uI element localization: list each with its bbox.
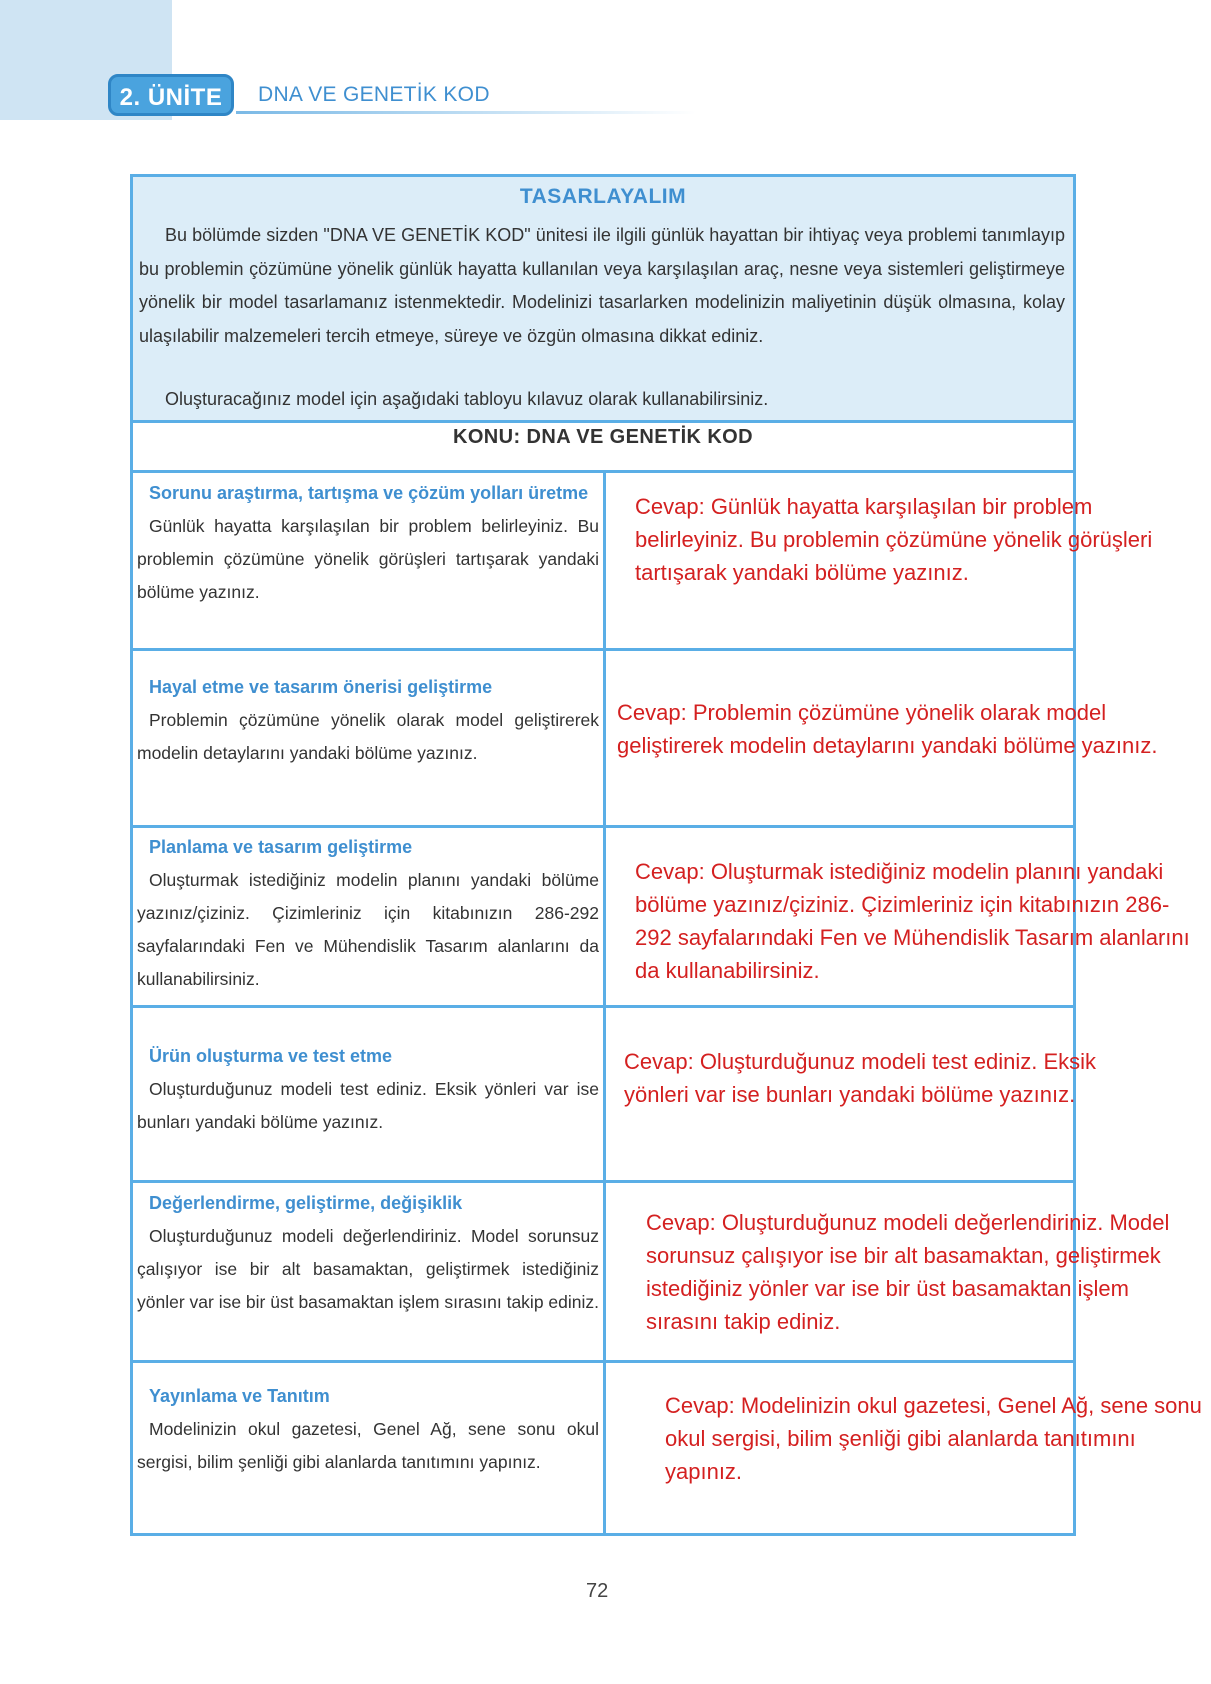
step-title: Sorunu araştırma, tartışma ve çözüm yolları üretme [149, 483, 589, 503]
step-instructions: Modelinizin okul gazetesi, Genel Ağ, sene sonu okul sergisi, bilim şenliği gibi alanlarda tanıtımını yapınız. [137, 1419, 599, 1472]
step-title: Hayal etme ve tasarım önerisi geliştirme [149, 677, 493, 697]
answer-text: Cevap: Oluşturmak istediğiniz modelin planını yandaki bölüme yazınız/çiziniz. Çizimleriniz için kitabınızın 286-292 sayfalarındaki Fen ve Mühendislik Tasarım alanlarını da kullanabilirsiniz. [635, 859, 1190, 983]
table-row [137, 1380, 599, 1479]
table-row [137, 477, 599, 609]
table-row [137, 671, 599, 770]
intro-paragraph-text: Bu bölümde sizden "DNA VE GENETİK KOD" ünitesi ile ilgili günlük hayattan bir ihtiyaç veya problemi tanımlayıp bu problemin çözümüne yönelik günlük hayatta kullanılan veya karşılaşılan araç, nesne veya sistemleri geliştirmeye yönelik bir model tasarlamanız istenmektedir. Modelinizi tasarlarken modelinizin maliyetinin düşük olmasına, kolay ulaşılabilir malzemeleri tercih etmeye, süreye ve özgün olmasına dikkat ediniz. [139, 225, 1065, 346]
page-number: 72 [586, 1580, 609, 1602]
step-instructions: Problemin çözümüne yönelik olarak model geliştirerek modelin detaylarını yandaki bölüme yazınız. [137, 710, 599, 763]
step-title: Yayınlama ve Tanıtım [149, 1386, 330, 1406]
step-instructions: Oluşturduğunuz modeli test ediniz. Eksik yönleri var ise bunları yandaki bölüme yazınız. [137, 1079, 599, 1132]
answer-text: Cevap: Günlük hayatta karşılaşılan bir problem belirleyiniz. Bu problemin çözümüne yönelik görüşleri tartışarak yandaki bölüme yazınız. [635, 494, 1153, 585]
divider [133, 420, 1073, 423]
unit-title: DNA VE GENETİK KOD [258, 83, 490, 106]
step-title: Değerlendirme, geliştirme, değişiklik [149, 1193, 463, 1213]
step-instructions: Oluşturmak istediğiniz modelin planını yandaki bölüme yazınız/çiziniz. Çizimleriniz için kitabınızın 286-292 sayfalarındaki Fen ve Mühendislik Tasarım alanlarını da kullanabilirsiniz. [137, 870, 599, 989]
table-row [137, 1040, 599, 1139]
topic-heading: KONU: DNA VE GENETİK KOD [453, 426, 753, 448]
answer-text: Cevap: Oluşturduğunuz modeli test ediniz. Eksik yönleri var ise bunları yandaki bölüme yazınız. [624, 1049, 1097, 1107]
intro-guide-text: Oluşturacağınız model için aşağıdaki tabloyu kılavuz olarak kullanabilirsiniz. [165, 389, 769, 409]
column-divider [603, 470, 606, 1533]
table-row [137, 1187, 599, 1319]
step-instructions: Oluşturduğunuz modeli değerlendiriniz. Model sorunsuz çalışıyor ise bir alt basamaktan, geliştirmek istediğiniz yönler var ise bir üst basamaktan işlem sırasını takip ediniz. [137, 1226, 599, 1312]
answer-text: Cevap: Problemin çözümüne yönelik olarak model geliştirerek modelin detaylarını yandaki bölüme yazınız. [617, 700, 1158, 758]
intro-paragraph [139, 219, 1065, 353]
intro-box [133, 177, 1073, 420]
step-instructions: Günlük hayatta karşılaşılan bir problem belirleyiniz. Bu problemin çözümüne yönelik görüşleri tartışarak yandaki bölüme yazınız. [137, 516, 599, 602]
answer-text: Cevap: Modelinizin okul gazetesi, Genel Ağ, sene sonu okul sergisi, bilim şenliği gibi alanlarda tanıtımını yapınız. [665, 1393, 1202, 1484]
step-title: Planlama ve tasarım geliştirme [149, 837, 413, 857]
intro-title: TASARLAYALIM [519, 185, 687, 208]
unit-badge: 2. ÜNİTE [108, 74, 234, 116]
step-title: Ürün oluşturma ve test etme [149, 1046, 393, 1066]
header-underline [236, 111, 696, 114]
answer-text: Cevap: Oluşturduğunuz modeli değerlendiriniz. Model sorunsuz çalışıyor ise bir alt basamaktan, geliştirmek istediğiniz yönler var ise bir üst basamaktan işlem sırasını takip ediniz. [646, 1210, 1170, 1334]
table-row [137, 831, 599, 996]
